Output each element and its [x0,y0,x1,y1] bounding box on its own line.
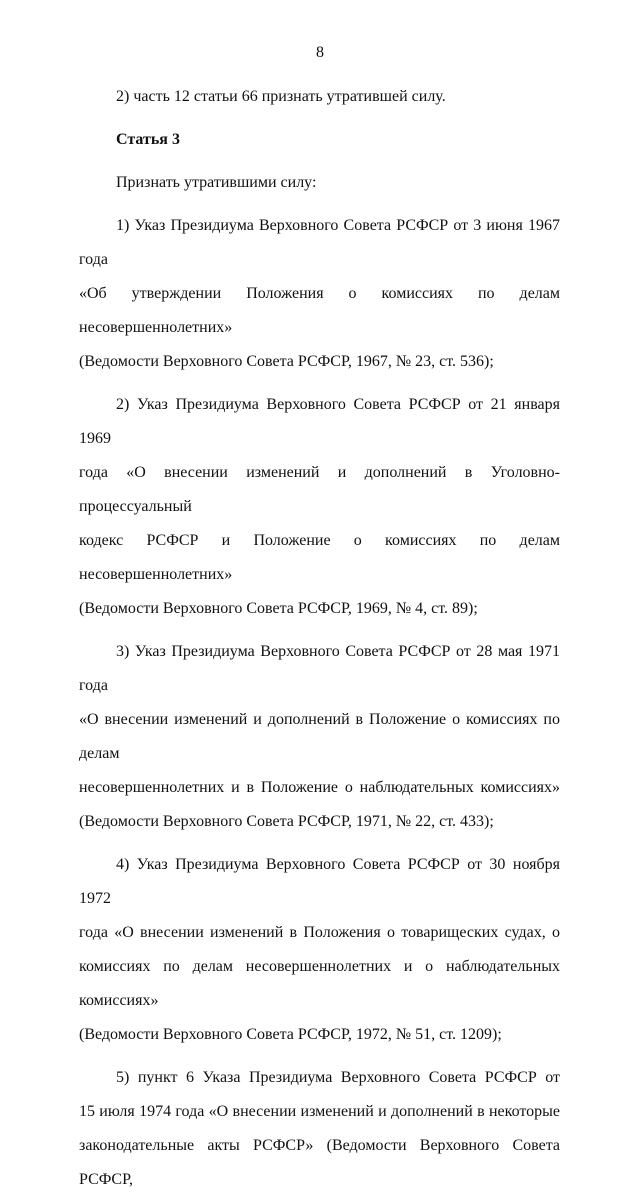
paragraph-line: 5) пункт 6 Указа Президиума Верховного Совета РСФСР от [116,1069,560,1086]
paragraph-line: года «О внесении изменений в Положения о товарищеских судах, о [79,924,560,941]
spacer [79,157,560,166]
repealed-item-4 [79,848,560,1052]
repealed-item-5 [79,1061,560,1197]
paragraph-line: 2) Указ Президиума Верховного Совета РСФСР от 21 января 1969 [79,396,560,447]
paragraph-line: «О внесении изменений и дополнений в Положение о комиссиях по делам [79,711,560,762]
paragraph-line: 2) часть 12 статьи 66 признать утратившей силу. [116,88,446,105]
paragraph-part-12 [79,80,560,114]
paragraph-line: «Об утверждении Положения о комиссиях по делам несовершеннолетних» [79,285,560,336]
spacer [79,200,560,209]
paragraph-line: 1) Указ Президиума Верховного Совета РСФСР от 3 июня 1967 года [79,217,560,268]
paragraph-line: кодекс РСФСР и Положение о комиссиях по делам несовершеннолетних» [79,532,560,583]
paragraph-line: законодательные акты РСФСР» (Ведомости Верховного Совета РСФСР, [79,1137,560,1188]
paragraph-line: несовершеннолетних и в Положение о наблюдательных комиссиях» [79,779,560,796]
paragraph-line: (Ведомости Верховного Совета РСФСР, 1971, № 22, ст. 433); [79,813,494,830]
paragraph-line: 3) Указ Президиума Верховного Совета РСФСР от 28 мая 1971 года [79,643,560,694]
paragraph-line: (Ведомости Верховного Совета РСФСР, 1969, № 4, ст. 89); [79,600,478,617]
paragraph-line: (Ведомости Верховного Совета РСФСР, 1967, № 23, ст. 536); [79,353,494,370]
paragraph-line: комиссиях по делам несовершеннолетних и о наблюдательных комиссиях» [79,958,560,1009]
spacer [79,1052,560,1061]
spacer [79,626,560,635]
spacer [79,114,560,123]
paragraph-line: года «О внесении изменений и дополнений в Уголовно-процессуальный [79,464,560,515]
paragraph-line: 15 июля 1974 года «О внесении изменений и дополнений в некоторые [79,1103,560,1120]
spacer [79,839,560,848]
article-heading: Статья 3 [116,131,180,148]
repealed-item-3 [79,635,560,839]
paragraph-line: 4) Указ Президиума Верховного Совета РСФСР от 30 ноября 1972 [79,856,560,907]
paragraph-line: (Ведомости Верховного Совета РСФСР, 1972, № 51, ст. 1209); [79,1026,502,1043]
page-number: 8 [316,44,324,61]
repealed-item-1 [79,209,560,379]
paragraph-line: Признать утратившими силу: [116,174,317,191]
article-intro [79,166,560,200]
document-body [79,80,560,1197]
spacer [79,379,560,388]
repealed-item-2 [79,388,560,626]
